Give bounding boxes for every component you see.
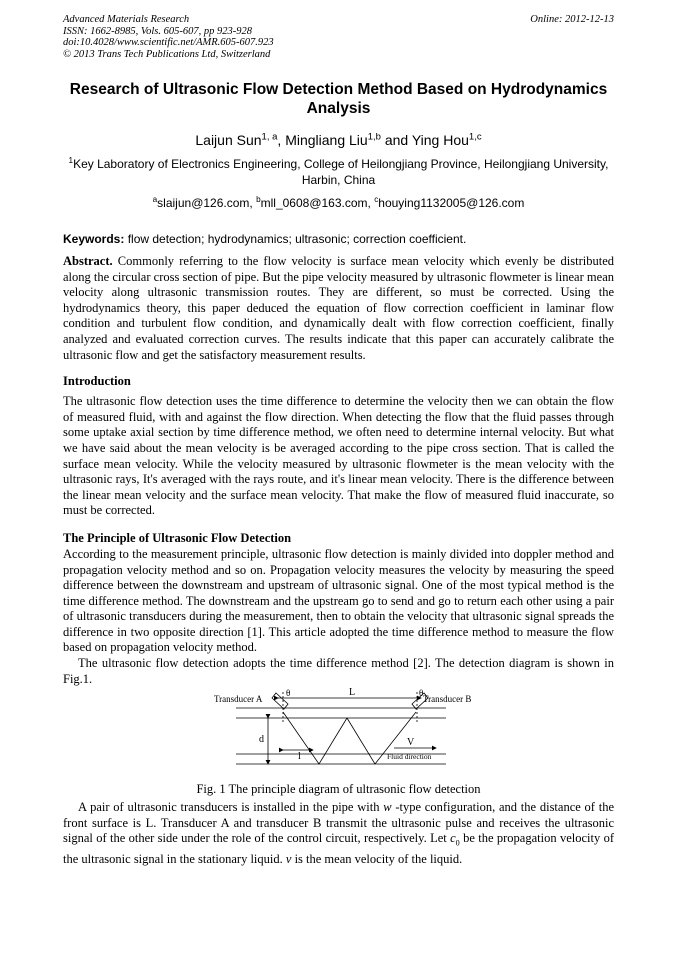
email-address: mll_0608@163.com [260,196,368,210]
doi-line: doi:10.4028/www.scientific.net/AMR.605-607.923 [63,37,274,48]
symbol-c0-subscript: 0 [455,838,460,848]
page [63,14,614,867]
author-name: Mingliang Liu [285,132,368,148]
online-date: Online: 2012-12-13 [530,14,614,25]
paragraph-text: is the mean velocity of the liquid. [291,851,463,866]
abstract-text: Commonly referring to the flow velocity is surface mean velocity which evenly be distributed along the circular cross section of pipe. But the pipe velocity measured by ultrasonic flowmeter is linear mean velocity along ultrasonic transmission routes. They are different, so must be corrected. Using the hydrodynamics theory, this paper deduced the equation of flow correction coefficient in laminar flow condition and turbulent flow condition, and dynamically dealt with flow correction coefficient, finally analyzed and evaluated correction curves. The results indicate that this paper can accurately calibrate the ultrasonic flow and get the satisfactory measurement results. [63,254,614,362]
paragraph-text: A pair of ultrasonic transducers is installed in the pipe with [78,800,384,815]
symbol-w: w [383,800,392,815]
figure-1 [63,688,614,780]
email-list [63,196,614,210]
author-separator: , [277,132,286,148]
issn-line: ISSN: 1662-8985, Vols. 605-607, pp 923-928 [63,25,252,37]
affiliation-mark: 1 [68,156,74,165]
velocity-V-label: V [407,737,415,749]
journal-header [63,14,614,60]
affiliation-text: Key Laboratory of Electronics Engineering, College of Heilongjiang Province, Heilongjiang University, Harbin, China [73,157,609,187]
email-address: slaijun@126.com [157,196,250,210]
author-affiliation-mark: 1, a [261,131,278,143]
figure-caption: Fig. 1 The principle diagram of ultrasonic flow detection [196,782,481,797]
symbol-v: v [285,851,292,866]
email-mark: a [152,195,158,204]
keywords-text: flow detection; hydrodynamics; ultrasonic; correction coefficient. [124,232,467,246]
abstract [63,254,614,363]
fluid-direction-label: Fluid direction [387,752,432,762]
author-name: Laijun Sun [195,132,262,148]
paragraph-text: be the propagation velocity of the ultrasonic signal in the stationary liquid. [63,831,614,866]
ultrasonic-path-segment [283,712,319,764]
ultrasonic-path-segment [319,718,347,764]
author-affiliation-mark: 1,b [367,131,381,143]
introduction-paragraph: The ultrasonic flow detection uses the time difference to determine the velocity then we can obtain the flow of measured fluid, with and against the flow direction. When detecting the flow that the fluid passes through some uptake axial section by time difference method, we often need to determine internal velocity. But what we have said about the mean velocity is be averaged according to the pipe cross section. That is called the surface mean velocity. While the velocity measured by ultrasonic flowmeter is the mean velocity with the ultrasonic rays, It's averaged with the rays route, and it's linear mean velocity. There is the difference between the linear mean velocity and the surface mean velocity. That make the flow of measured fluid inaccurate, so must be corrected. [63,394,614,518]
email-separator: , [249,196,257,210]
transducer-b-label: Transducer B [423,694,472,705]
section-heading-introduction: Introduction [63,374,131,389]
email-mark: b [256,195,261,204]
email-separator: , [367,196,375,210]
email-address: houying1132005@126.com [378,196,525,210]
author-name: Ying Hou [411,132,469,148]
transducer-a-label: Transducer A [214,694,263,705]
flow-detection-diagram [211,688,491,780]
principle-paragraph-2: The ultrasonic flow detection adopts the time difference method [2]. The detection diagram is shown in Fig.1. [63,656,614,686]
copyright-line: © 2013 Trans Tech Publications Ltd, Switzerland [63,48,271,60]
author-separator: and [380,132,412,148]
paper-title: Research of Ultrasonic Flow Detection Method Based on Hydrodynamics Analysis [69,81,608,117]
distance-d-label: d [259,734,264,746]
symbol-c0: c [450,831,456,846]
keywords [63,232,614,246]
section-heading-principle: The Principle of Ultrasonic Flow Detection [63,530,292,545]
author-list [63,132,614,148]
body-paragraph-after-figure [63,800,614,867]
angle-theta-a-label: θ [286,688,291,699]
journal-name: Advanced Materials Research [63,14,190,25]
author-affiliation-mark: 1,c [468,131,482,143]
principle-paragraph-1: According to the measurement principle, ultrasonic flow detection is mainly divided into doppler method and propagation velocity method and so on. Propagation velocity measures the velocity by measuring the speed difference between the downstream and upstream of ultrasonic signal. One of the most typical method is the time difference method. The downstream and the upstream go to send and go to return each other using a pair of ultrasonic transducers during the measurement, then to obtain the velocity that ultrasonic signal spreads the difference in two opposite direction [1]. This article adopted the time difference method to measure the flow based on propagation velocity method. [63,546,614,655]
paragraph-text: -type configuration, and the distance of the front surface is L. Transducer A and transducer B transmit the ultrasonic pulse and receives the ultrasonic signal of the other side under the role of the control circuit, respectively. Let [63,800,615,846]
abstract-label: Abstract. [63,254,113,268]
ultrasonic-path-segment [347,718,375,764]
keywords-label: Keywords: [63,232,125,246]
distance-L-label: L [349,688,356,699]
affiliation [63,156,614,188]
distance-l-label: l [298,751,301,763]
email-mark: c [374,195,379,204]
angle-theta-b-label: θ [419,688,424,699]
